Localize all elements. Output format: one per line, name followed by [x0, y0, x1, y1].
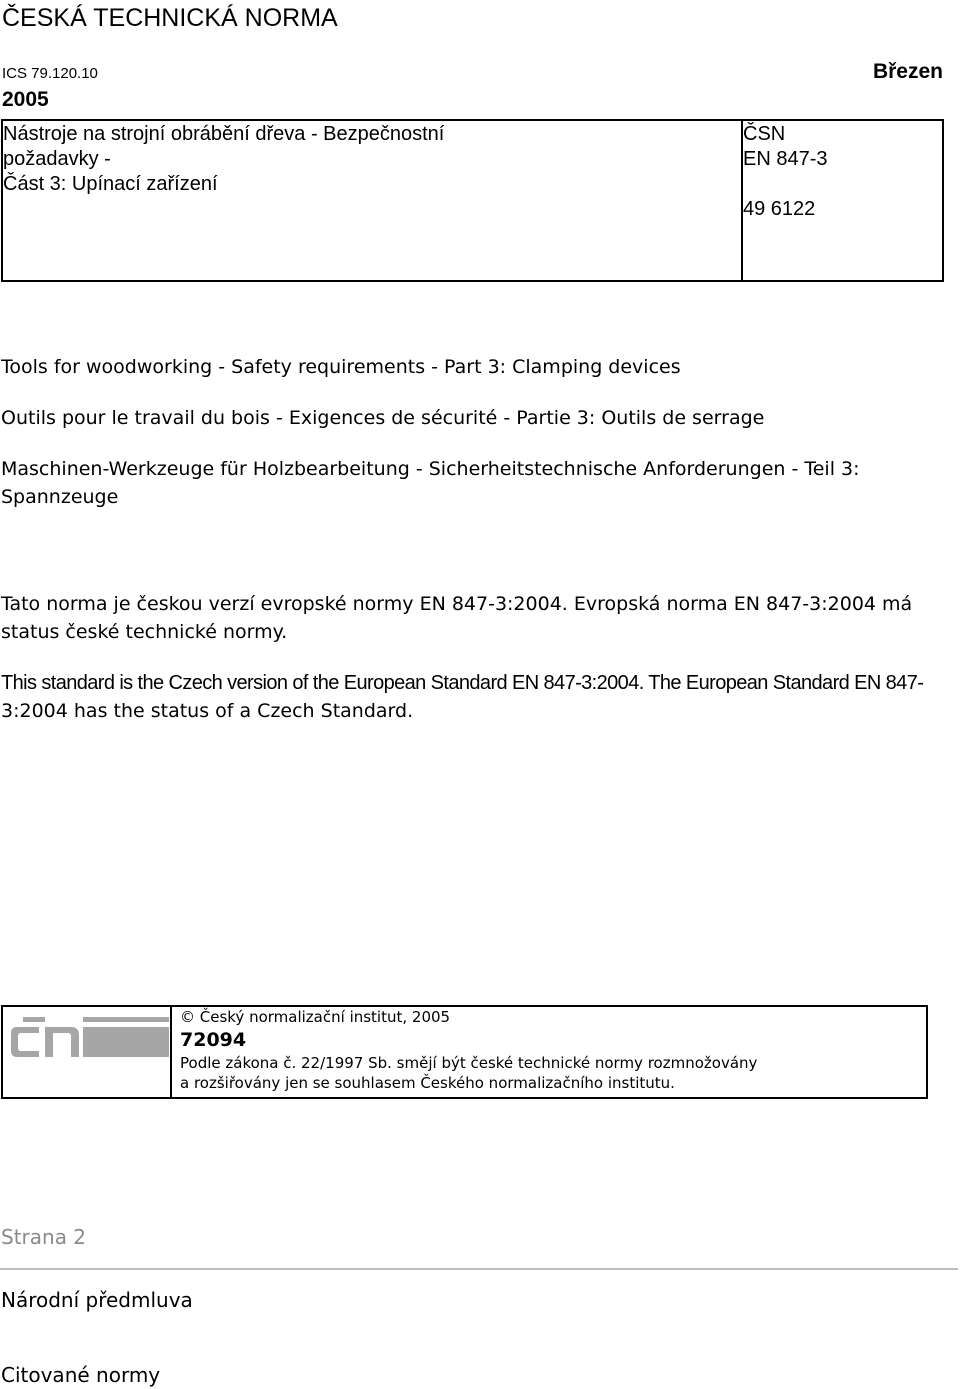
section-heading: Národní předmluva — [1, 1288, 193, 1312]
czech-title-line: Nástroje na strojní obrábění dřeva - Bezpečnostní — [3, 123, 445, 145]
copyright-text — [180, 1007, 757, 1093]
english-statement-line: This standard is the Czech version of the European Standard EN 847-3:2004. The European Standard EN 847- — [1, 672, 924, 694]
german-title-line: Spannzeuge — [1, 486, 119, 508]
standard-label: ČSN — [743, 123, 786, 145]
french-title: Outils pour le travail du bois - Exigences de sécurité - Partie 3: Outils de serrage — [1, 407, 765, 429]
legal-note-line: Podle zákona č. 22/1997 Sb. smějí být české technické normy rozmnožovány — [180, 1054, 758, 1072]
title-block — [1, 119, 944, 282]
document-heading: ČESKÁ TECHNICKÁ NORMA — [2, 4, 338, 32]
czech-statement-line: Tato norma je českou verzí evropské normy EN 847-3:2004. Evropská norma EN 847-3:2004 má — [1, 593, 913, 615]
czech-title-line: požadavky - — [3, 148, 111, 170]
separator — [0, 1268, 958, 1270]
cni-logo — [9, 1017, 169, 1059]
czech-statement-line: status české technické normy. — [1, 621, 288, 643]
copyright-box — [1, 1005, 928, 1099]
standard-number: EN 847-3 — [743, 148, 828, 170]
copyright-box-divider — [170, 1007, 172, 1097]
section-heading: Citované normy — [1, 1363, 161, 1387]
legal-note-line: a rozšiřovány jen se souhlasem Českého normalizačního institutu. — [180, 1074, 675, 1092]
issue-year: 2005 — [2, 88, 49, 111]
issue-month: Březen — [872, 60, 943, 83]
standard-codes — [743, 122, 828, 222]
czech-title-line: Část 3: Upínací zařízení — [3, 173, 218, 195]
german-title-line: Maschinen-Werkzeuge für Holzbearbeitung - Sicherheitstechnische Anforderungen - Teil 3: — [1, 458, 860, 480]
class-number: 49 6122 — [743, 198, 816, 220]
english-statement-line: 3:2004 has the status of a Czech Standard. — [1, 700, 414, 722]
logo-text: cni — [9, 1017, 11, 1018]
copyright-line: © Český normalizační institut, 2005 — [180, 1008, 451, 1026]
english-title: Tools for woodworking - Safety requirements - Part 3: Clamping devices — [1, 356, 681, 378]
czech-title — [3, 122, 723, 197]
ics-code: ICS 79.120.10 — [2, 65, 98, 82]
catalog-number: 72094 — [180, 1029, 247, 1051]
page-label: Strana 2 — [1, 1225, 87, 1249]
